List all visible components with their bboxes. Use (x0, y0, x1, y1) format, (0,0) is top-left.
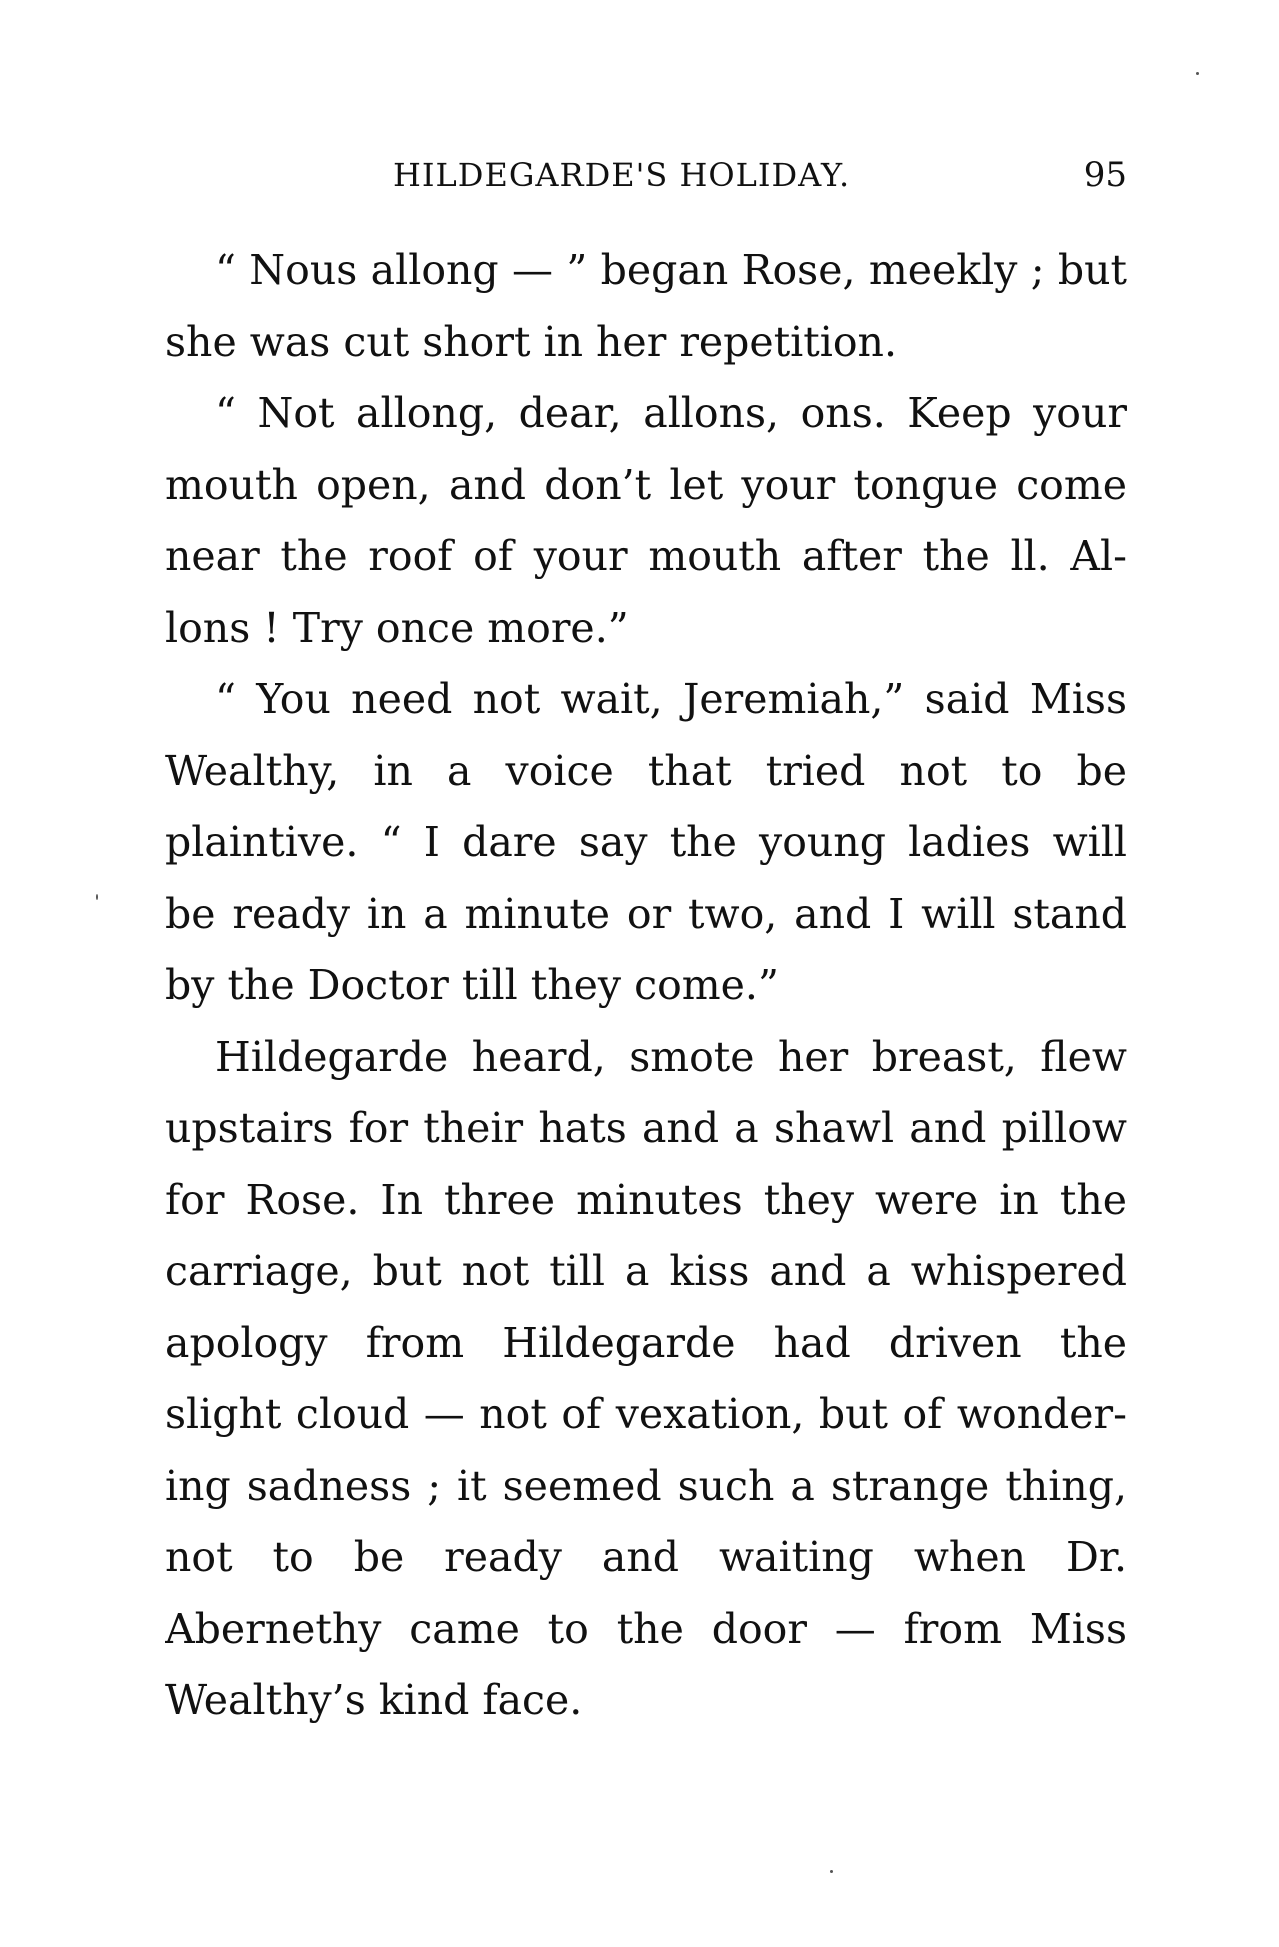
scan-speck (96, 894, 98, 900)
running-title: HILDEGARDE'S HOLIDAY. (393, 156, 851, 194)
text-line: not to be ready and waiting when Dr. (165, 1533, 1127, 1581)
text-line: near the roof of your mouth after the ll. Al- (165, 532, 1127, 580)
text-line: carriage, but not till a kiss and a whispered (165, 1247, 1127, 1295)
text-line: “ Not allong, dear, allons, ons. Keep your (215, 389, 1127, 437)
text-line: Wealthy’s kind face. (165, 1676, 583, 1724)
scan-speck (1196, 72, 1199, 75)
text-line: Wealthy, in a voice that tried not to be (165, 746, 1127, 795)
text-line: be ready in a minute or two, and I will stand (165, 889, 1127, 938)
text-line: ing sadness ; it seemed such a strange thing, (165, 1461, 1127, 1510)
text-line: lons ! Try once more.” (165, 603, 629, 652)
text-line: apology from Hildegarde had driven the (165, 1318, 1127, 1367)
page-number: 95 (1083, 155, 1127, 195)
text-line: by the Doctor till they come.” (165, 961, 779, 1009)
page-header (165, 150, 1127, 200)
text-line: slight cloud — not of vexation, but of wonder- (165, 1390, 1127, 1438)
text-line: she was cut short in her repetition. (165, 317, 897, 366)
text-line: “ Nous allong — ” began Rose, meekly ; but (215, 246, 1127, 294)
text-line: “ You need not wait, Jeremiah,” said Miss (215, 675, 1127, 723)
text-line: for Rose. In three minutes they were in the (165, 1175, 1127, 1224)
text-line: mouth open, and don’t let your tongue come (165, 460, 1127, 509)
body-text (165, 235, 1127, 1737)
text-line: Hildegarde heard, smote her breast, flew (215, 1032, 1127, 1081)
text-line: plaintive. “ I dare say the young ladies will (165, 818, 1127, 866)
text-line: Abernethy came to the door — from Miss (165, 1604, 1127, 1653)
scan-speck (830, 1870, 833, 1873)
text-line: upstairs for their hats and a shawl and pillow (165, 1104, 1127, 1152)
